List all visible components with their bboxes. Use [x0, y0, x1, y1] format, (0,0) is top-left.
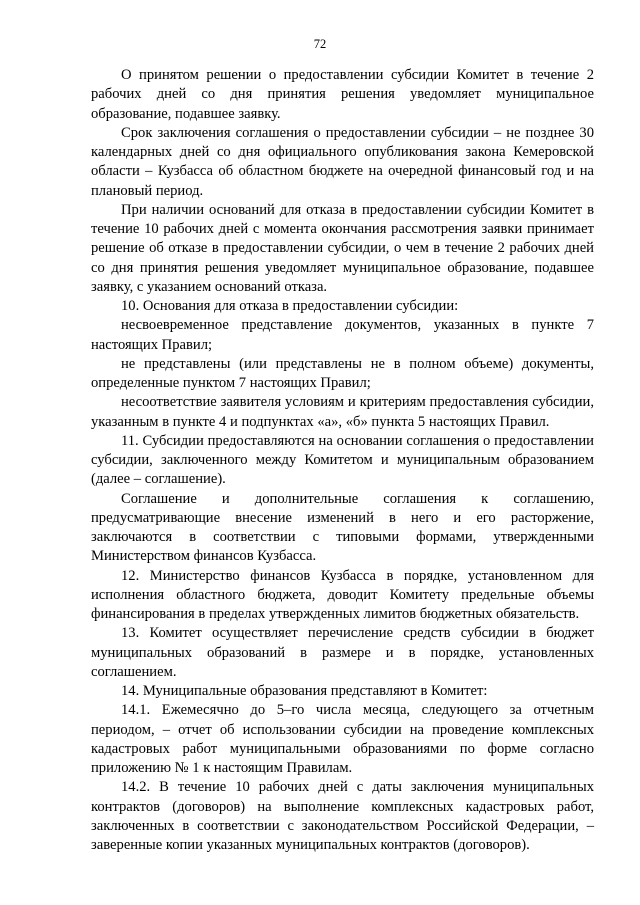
- paragraph-agreement-deadline: Срок заключения соглашения о предоставлении субсидии – не позднее 30 календарных дней со дня официального опубликования закона Кемеровской области – Кузбасса об областном бюджете на очередной финансовый год и на плановый период.: [91, 124, 594, 199]
- document-body: [91, 66, 594, 855]
- paragraph-refusal-decision: При наличии оснований для отказа в предоставлении субсидии Комитет в течение 10 рабочих дней с момента окончания рассмотрения заявки принимает решение об отказе в предоставлении субсидии, о чем в течение 2 рабочих дней со дня принятия решения уведомляет муниципальное образование, подавшее заявку, с указанием оснований отказа.: [91, 201, 594, 295]
- paragraph-decision-notice: О принятом решении о предоставлении субсидии Комитет в течение 2 рабочих дней со дня принятия решения уведомляет муниципальное образование, подавшее заявку.: [91, 67, 594, 122]
- paragraph-refusal-ground-late: несвоевременное представление документов, указанных в пункте 7 настоящих Правил;: [91, 317, 594, 353]
- paragraph-subsidy-basis: 11. Субсидии предоставляются на основании соглашения о предоставлении субсидии, заключенного между Комитетом и муниципальным образованием (далее – соглашение).: [91, 432, 594, 488]
- paragraph-finance-ministry: 12. Министерство финансов Кузбасса в порядке, установленном для исполнения областного бюджета, доводит Комитету предельные объемы финансирования в пределах утвержденных лимитов бюджетных обязательств.: [91, 567, 594, 622]
- paragraph-transfer: 13. Комитет осуществляет перечисление средств субсидии в бюджет муниципальных образований в размере и в порядке, установленных соглашением.: [91, 625, 594, 680]
- paragraph-refusal-grounds-heading: 10. Основания для отказа в предоставлении субсидии:: [121, 298, 459, 314]
- paragraph-monthly-report: 14.1. Ежемесячно до 5–го числа месяца, следующего за отчетным периодом, – отчет об использовании субсидии на проведение комплексных кадастровых работ муниципальными образованиями по форме согласно приложению № 1 к настоящим Правилам.: [91, 702, 594, 776]
- paragraph-reporting-heading: 14. Муниципальные образования представляют в Комитет:: [121, 683, 488, 699]
- paragraph-refusal-ground-incomplete: не представлены (или представлены не в полном объеме) документы, определенные пунктом 7 настоящих Правил;: [91, 355, 594, 391]
- paragraph-refusal-ground-noncompliance: несоответствие заявителя условиям и критериям предоставления субсидии, указанным в пункте 4 и подпунктах «а», «б» пункта 5 настоящих Правил.: [91, 394, 594, 430]
- page-number: 72: [313, 37, 327, 51]
- paragraph-contract-copies: 14.2. В течение 10 рабочих дней с даты заключения муниципальных контрактов (договоров) на выполнение комплексных кадастровых работ, заключенных в соответствии с законодательством Российской Федерации, – заверенные копии указанных муниципальных контрактов (договоров).: [91, 779, 594, 853]
- paragraph-agreement-forms: Соглашение и дополнительные соглашения к соглашению, предусматривающие внесение изменений в него и его расторжение, заключаются в соответствии с типовыми формами, утвержденными Министерством финансов Кузбасса.: [91, 490, 594, 565]
